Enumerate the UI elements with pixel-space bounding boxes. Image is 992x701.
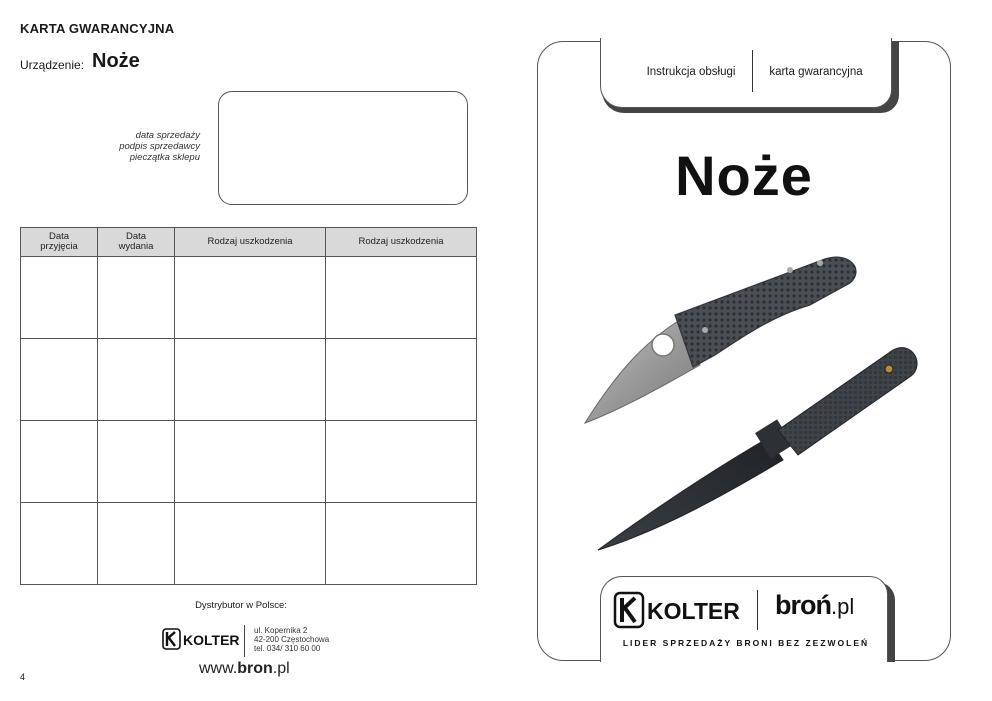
- device-value: Noże: [92, 50, 140, 72]
- device-label: Urządzenie:: [20, 58, 85, 72]
- kolter-logo: [613, 591, 745, 629]
- tab-divider: [752, 50, 753, 92]
- stamp-labels: [60, 130, 200, 163]
- page-number: 4: [20, 672, 26, 682]
- table-cell[interactable]: [175, 503, 326, 585]
- table-cell[interactable]: [98, 257, 175, 339]
- stamp-label-seller-signature: podpis sprzedawcy: [119, 141, 200, 152]
- column-header-receipt-date: Data przyjęcia: [21, 228, 98, 257]
- table-header-row: [21, 228, 477, 257]
- distributor-label: Dystrybutor w Polsce:: [195, 600, 287, 611]
- table-cell[interactable]: [175, 257, 326, 339]
- table-cell[interactable]: [98, 421, 175, 503]
- website-link[interactable]: www.bron.pl: [199, 660, 290, 677]
- tab-warranty-card[interactable]: karta gwarancyjna: [769, 66, 863, 78]
- table-row: [21, 503, 477, 585]
- table-cell[interactable]: [21, 257, 98, 339]
- table-cell[interactable]: [21, 503, 98, 585]
- kolter-logo-text: KOLTER: [647, 598, 740, 624]
- address-street: ul. Kopernika 2: [254, 626, 308, 635]
- table-cell[interactable]: [326, 339, 477, 421]
- table-cell[interactable]: [21, 421, 98, 503]
- address-city: 42-200 Częstochowa: [254, 635, 330, 644]
- brand-tagline: LIDER SPRZEDAŻY BRONI BEZ ZEZWOLEŃ: [622, 638, 870, 648]
- table-row: [21, 339, 477, 421]
- warranty-table: [20, 227, 477, 585]
- table-cell[interactable]: [175, 421, 326, 503]
- warranty-card-title: KARTA GWARANCYJNA: [20, 21, 175, 36]
- column-header-release-date: Data wydania: [98, 228, 175, 257]
- cover-title: Noże: [675, 144, 813, 207]
- kolter-logo-text: KOLTER: [183, 632, 240, 648]
- table-cell[interactable]: [21, 339, 98, 421]
- fixed-blade-knife-image: [593, 340, 923, 555]
- column-header-damage-type-2: Rodzaj uszkodzenia: [326, 228, 477, 257]
- table-cell[interactable]: [326, 257, 477, 339]
- table-cell[interactable]: [175, 339, 326, 421]
- kolter-logo-small: [162, 628, 240, 650]
- address-phone: tel. 034/ 310 60 00: [254, 644, 321, 653]
- stamp-label-shop-stamp: pieczątka sklepu: [129, 152, 200, 163]
- table-cell[interactable]: [98, 503, 175, 585]
- stamp-box[interactable]: [218, 91, 468, 205]
- table-row: [21, 421, 477, 503]
- table-cell[interactable]: [326, 503, 477, 585]
- table-cell[interactable]: [98, 339, 175, 421]
- table-cell[interactable]: [326, 421, 477, 503]
- tab-user-manual[interactable]: Instrukcja obsługi: [646, 66, 736, 78]
- brand-divider: [757, 590, 758, 630]
- column-header-damage-type: Rodzaj uszkodzenia: [175, 228, 326, 257]
- stamp-label-sale-date: data sprzedaży: [135, 130, 200, 141]
- address-divider: [244, 625, 245, 657]
- distributor-address: [254, 626, 329, 653]
- bron-logo: broń.pl: [775, 590, 855, 620]
- table-row: [21, 257, 477, 339]
